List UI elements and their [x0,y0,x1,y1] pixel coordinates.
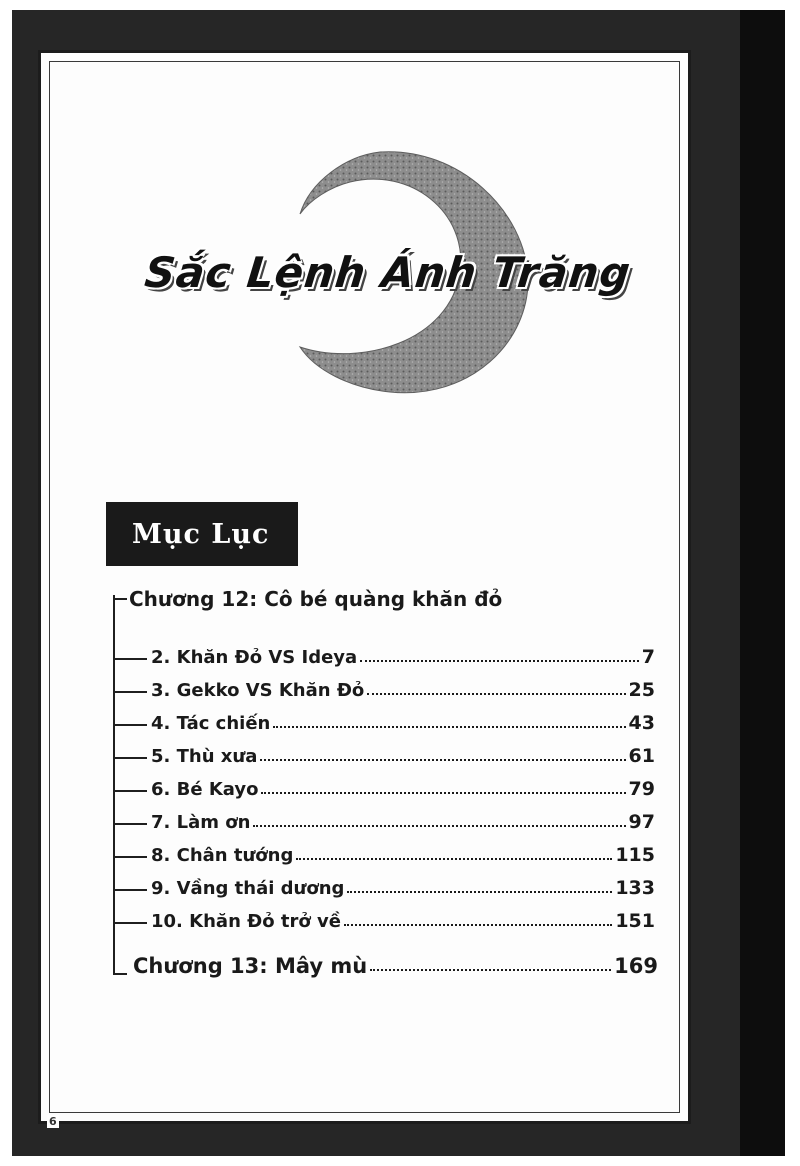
toc-connector [113,658,147,660]
toc-connector [113,757,147,759]
chapter-12-heading [113,587,502,611]
toc-leader-dots [360,660,639,662]
toc-connector [113,823,147,825]
toc-entry-page: 61 [628,745,655,767]
toc-entry [113,706,655,734]
toc-connector [113,790,147,792]
toc-leader-dots [296,858,612,860]
toc-entry [113,673,655,701]
toc-entry-label: 2. Khăn Đỏ VS Ideya [151,647,358,668]
toc-entry-label: 4. Tác chiến [151,713,271,734]
chapter-13-label: Chương 13: Mây mù [133,954,368,978]
toc-entry [113,871,655,899]
toc-heading-box [106,502,298,566]
toc-leader-dots [261,792,625,794]
toc-entry [113,838,655,866]
toc-connector [113,856,147,858]
toc-entry-page: 97 [628,811,655,833]
toc-entry-label: 7. Làm ơn [151,812,251,833]
chapter-13-page: 169 [614,954,658,978]
toc-leader-dots [367,693,625,695]
toc-entry [113,772,655,800]
toc-entry-label: 5. Thù xưa [151,746,258,767]
toc-connector [113,922,147,924]
toc-leader-dots [260,759,625,761]
toc-entry-page: 7 [641,646,655,668]
toc-entry-label: 10. Khăn Đỏ trở về [151,911,341,932]
page-frame [49,61,680,1113]
toc-leader-dots [273,726,625,728]
toc-entry-label: 6. Bé Kayo [151,779,259,800]
toc-leader-dots [347,891,612,893]
toc-entry [113,640,655,668]
toc-entry-page: 25 [628,679,655,701]
toc-entry-page: 133 [615,877,655,899]
toc-entry-page: 79 [628,778,655,800]
toc-connector [113,889,147,891]
toc-entry [113,805,655,833]
chapter-dash [113,598,127,600]
toc-entry [113,739,655,767]
chapter-13-entry [113,946,658,978]
toc-connector [113,724,147,726]
toc-entry-label: 3. Gekko VS Khăn Đỏ [151,680,365,701]
page-number: 6 [49,1115,57,1128]
toc-entry-page: 151 [615,910,655,932]
chapter-12-label: Chương 12: Cô bé quàng khăn đỏ [129,587,503,611]
scan-edge-shadow [740,10,785,1156]
book-title: Sắc Lệnh Ánh Trăng [142,248,634,297]
toc-heading: Mục Lục [132,518,270,550]
toc-entry-page: 43 [628,712,655,734]
toc-entry-page: 115 [615,844,655,866]
toc-entry-label: 9. Vầng thái dương [151,878,345,899]
toc-connector [113,691,147,693]
toc-leader-dots [253,825,625,827]
toc-entry-label: 8. Chân tướng [151,845,294,866]
toc-entry [113,904,655,932]
book-page [38,50,691,1124]
toc-leader-dots [370,969,611,971]
toc-leader-dots [344,924,612,926]
